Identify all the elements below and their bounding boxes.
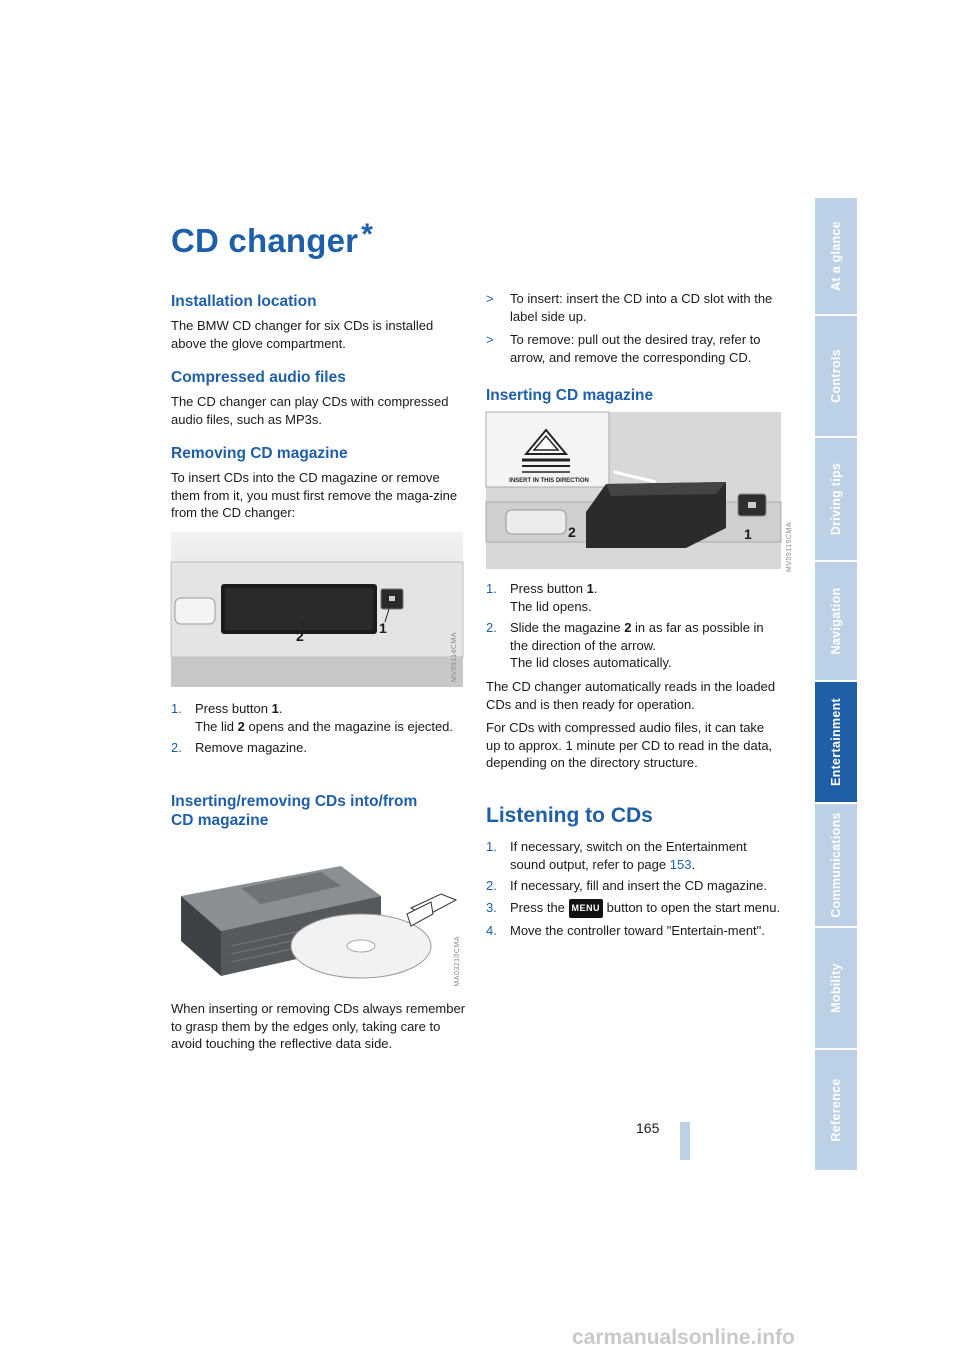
callout-1: 1	[379, 620, 387, 636]
text-inserting-1: The CD changer automatically reads in the loaded CDs and is then ready for operation.	[486, 678, 776, 712]
callout-2: 2	[296, 628, 304, 644]
watermark: carmanualsonline.info	[572, 1326, 795, 1349]
steps-removing	[171, 700, 466, 761]
list-item: 3. Press the MENU button to open the start menu.	[486, 899, 781, 919]
list-item: 4. Move the controller toward "Entertain-ment".	[486, 923, 765, 939]
tab-controls[interactable]: Controls	[815, 316, 857, 438]
list-item: 1. Press button 1. The lid opens.	[486, 581, 598, 614]
inserting-illustration	[486, 412, 781, 569]
figure-code: MV09114CMA	[451, 632, 458, 683]
heading-installation: Installation location	[171, 293, 317, 310]
heading-removing: Removing CD magazine	[171, 445, 348, 462]
page-number-bar	[680, 1122, 690, 1160]
list-item: 1. Press button 1. The lid 2 opens and the magazine is ejected.	[171, 701, 454, 734]
side-tab-navigation	[815, 198, 857, 1172]
text-installation: The BMW CD changer for six CDs is installed above the glove compartment.	[171, 318, 434, 351]
list-item: > To insert: insert the CD into a CD slot with the label side up.	[486, 291, 773, 324]
sticker-label: INSERT IN THIS DIRECTION	[509, 478, 589, 484]
section-listening	[486, 804, 781, 944]
heading-inserting: Inserting CD magazine	[486, 387, 654, 404]
section-compressed	[171, 368, 466, 428]
text-inserting-2: For CDs with compressed audio files, it can take up to approx. 1 minute per CD to read in the data, depending on the directory structure.	[486, 720, 773, 771]
heading-compressed: Compressed audio files	[171, 369, 346, 386]
tab-mobility[interactable]: Mobility	[815, 928, 857, 1050]
heading-listening: Listening to CDs	[486, 804, 653, 827]
page-number: 165	[636, 1120, 660, 1136]
section-inserting	[486, 386, 781, 405]
text-insert-remove-block	[171, 1000, 466, 1053]
heading-insert-remove: Inserting/removing CDs into/from CD magazine	[171, 793, 418, 829]
menu-button-icon: MENU	[569, 899, 604, 919]
figure-code: MV09115CMA	[786, 522, 793, 573]
callout-2: 2	[568, 524, 576, 540]
tab-reference[interactable]: Reference	[815, 1050, 857, 1172]
text-removing: To insert CDs into the CD magazine or remove them from it, you must first remove the maga-zine from the CD changer:	[171, 470, 458, 521]
figure-cd-magazine	[171, 836, 463, 993]
list-item: 1. If necessary, switch on the Entertainment sound output, refer to page 153.	[486, 839, 747, 872]
text-insert-remove: When inserting or removing CDs always remember to grasp them by the edges only, taking care to avoid touching the reflective data side.	[171, 1001, 466, 1052]
steps-inserting	[486, 580, 781, 772]
tab-at-a-glance[interactable]: At a glance	[815, 198, 857, 316]
cd-magazine-illustration	[171, 836, 463, 993]
list-item: 2. Remove magazine.	[171, 740, 307, 756]
section-installation	[171, 292, 466, 352]
tab-navigation[interactable]: Navigation	[815, 562, 857, 682]
optional-equipment-star: *	[361, 218, 374, 251]
section-insert-remove	[171, 792, 466, 830]
list-item: 2. If necessary, fill and insert the CD magazine.	[486, 878, 767, 894]
list-item: 2. Slide the magazine 2 in as far as possible in the direction of the arrow. The lid closes automatically.	[486, 620, 764, 671]
figure-cd-changer-unit	[171, 532, 463, 687]
page-title: CD changer *	[171, 218, 374, 259]
tab-driving-tips[interactable]: Driving tips	[815, 438, 857, 562]
page-link-153[interactable]: 153	[669, 856, 692, 872]
text-compressed: The CD changer can play CDs with compressed audio files, such as MP3s.	[171, 394, 449, 427]
tab-entertainment[interactable]: Entertainment	[815, 682, 857, 804]
figure-inserting-magazine	[486, 412, 793, 573]
figure-code: MA03210CMA	[454, 936, 461, 987]
list-item: > To remove: pull out the desired tray, refer to arrow, and remove the corresponding CD.	[486, 332, 761, 365]
tab-communications[interactable]: Communications	[815, 804, 857, 928]
bullets-insert-remove	[486, 290, 781, 370]
callout-1: 1	[744, 526, 752, 542]
cd-changer-illustration	[171, 532, 463, 687]
section-removing	[171, 444, 466, 522]
